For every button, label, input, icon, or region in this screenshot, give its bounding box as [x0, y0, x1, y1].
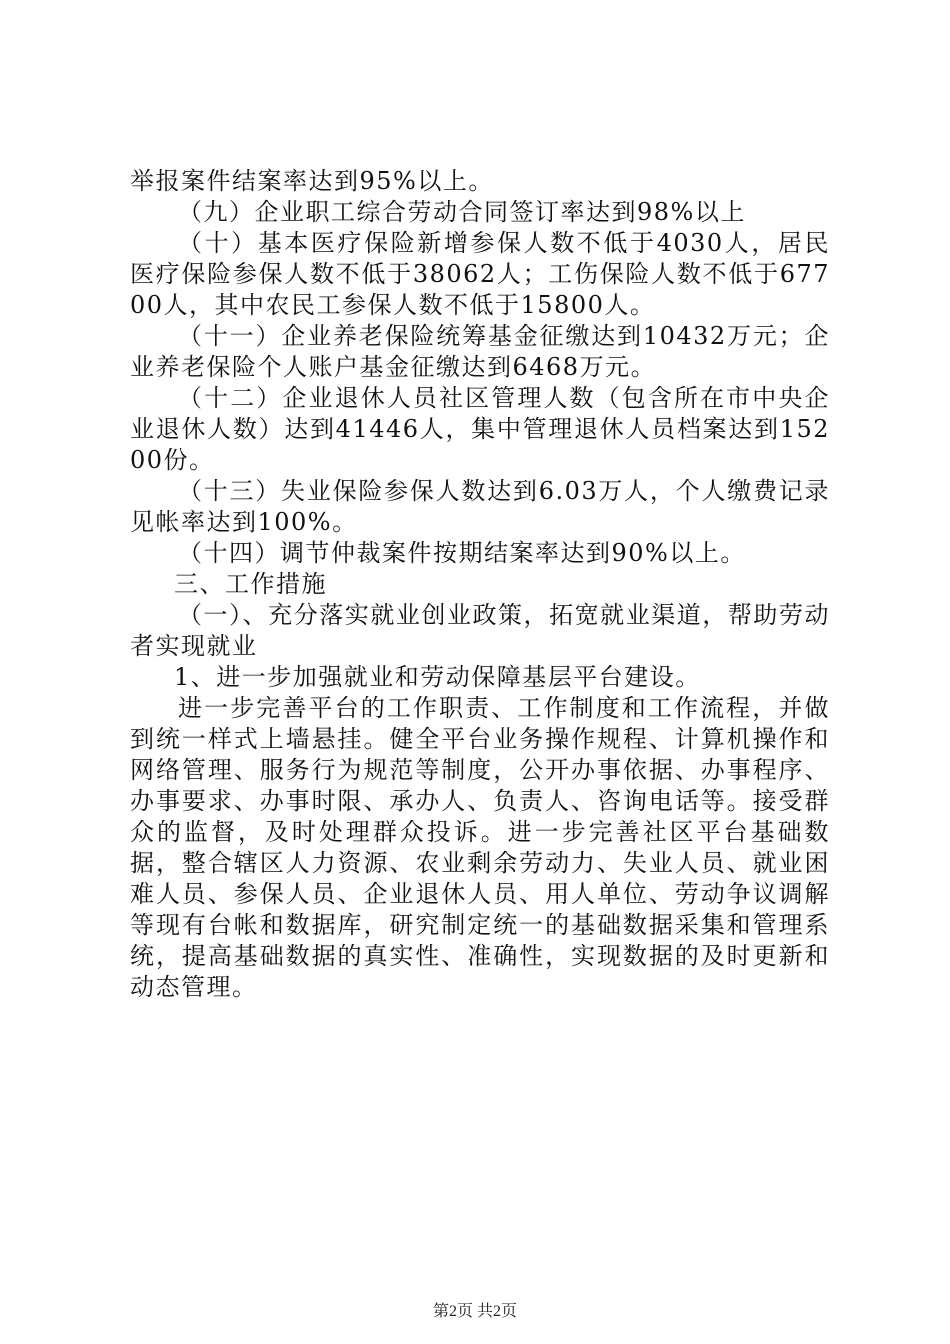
paragraph-item-13: （十三）失业保险参保人数达到6.03万人，个人缴费记录见帐率达到100%。 — [130, 477, 830, 536]
document-body — [130, 166, 830, 1003]
item-heading-1: 1、进一步加强就业和劳动保障基层平台建设。 — [174, 663, 701, 691]
subsection-heading-1: （一）、充分落实就业创业政策，拓宽就业渠道，帮助劳动者实现就业 — [130, 601, 830, 660]
paragraph-continuation: 举报案件结案率达到95%以上。 — [130, 167, 494, 195]
section-heading-work-measures: 三、工作措施 — [174, 570, 327, 598]
paragraph-item-12: （十二）企业退休人员社区管理人数（包含所在市中央企业退休人数）达到41446人，集中管理退休人员档案达到15200份。 — [130, 384, 830, 474]
paragraph-platform-building: 进一步完善平台的工作职责、工作制度和工作流程，并做到统一样式上墙悬挂。健全平台业务操作规程、计算机操作和网络管理、服务行为规范等制度，公开办事依据、办事程序、办事要求、办事时限、承办人、负责人、咨询电话等。接受群众的监督，及时处理群众投诉。进一步完善社区平台基础数据，整合辖区人力资源、农业剩余劳动力、失业人员、就业困难人员、参保人员、企业退休人员、用人单位、劳动争议调解等现有台帐和数据库，研究制定统一的基础数据采集和管理系统，提高基础数据的真实性、准确性，实现数据的及时更新和动态管理。 — [130, 694, 830, 1001]
paragraph-item-14: （十四）调节仲裁案件按期结案率达到90%以上。 — [178, 539, 746, 567]
paragraph-item-9: （九）企业职工综合劳动合同签订率达到98%以上 — [178, 198, 746, 226]
paragraph-item-10: （十）基本医疗保险新增参保人数不低于4030人，居民医疗保险参保人数不低于38062人；工伤保险人数不低于67700人，其中农民工参保人数不低于15800人。 — [130, 229, 830, 319]
paragraph-item-11: （十一）企业养老保险统筹基金征缴达到10432万元；企业养老保险个人账户基金征缴达到6468万元。 — [130, 322, 830, 381]
page-number-footer: 第2页 共2页 — [432, 1303, 517, 1320]
